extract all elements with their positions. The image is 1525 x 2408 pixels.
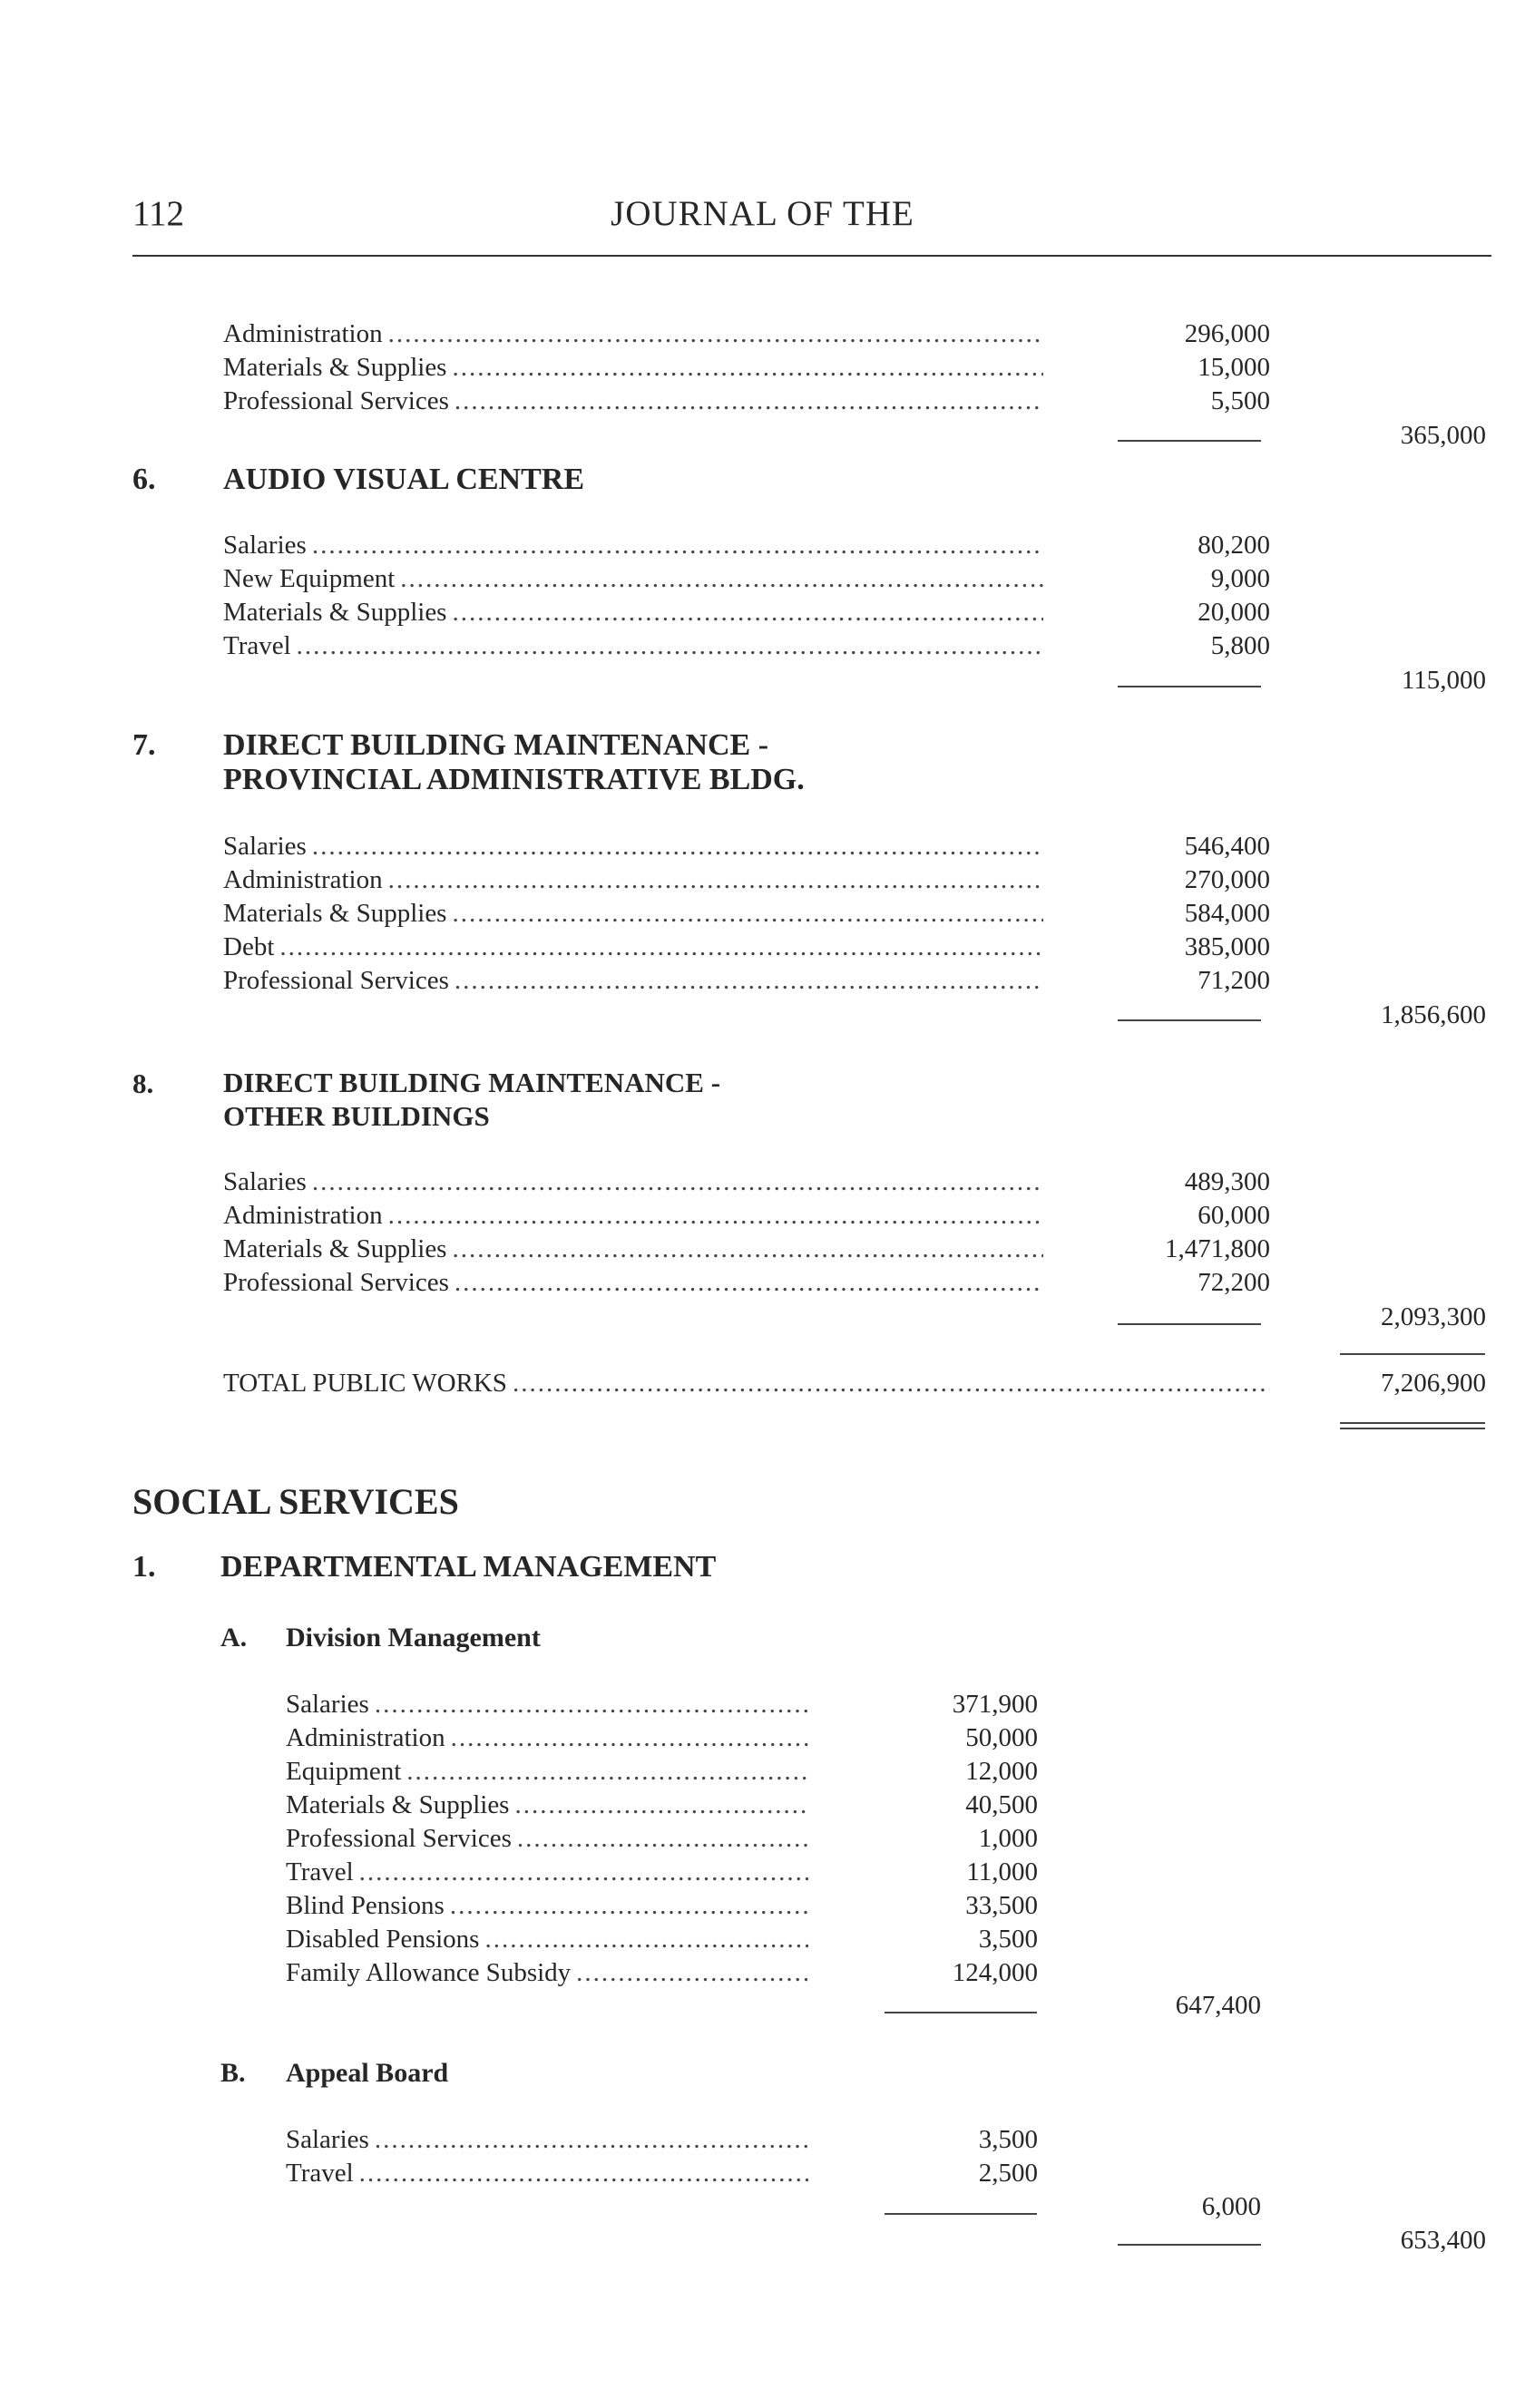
line-amount: 385,000 [1184,932,1270,961]
line-amount: 584,000 [1184,899,1270,928]
line-amount: 124,000 [952,1958,1038,1987]
line-item: Materials & Supplies ..... [223,597,1043,628]
line-amount: 5,800 [1210,631,1270,660]
line-amount: 33,500 [965,1891,1038,1920]
line-amount: 60,000 [1198,1201,1270,1230]
line-item: Professional Services ..... [223,965,1043,996]
subtotal-rule [1118,440,1261,442]
section-title: AUDIO VISUAL CENTRE [223,463,585,496]
line-amount: 40,500 [965,1790,1038,1819]
total-public-works-amount: 7,206,900 [1381,1369,1486,1398]
line-amount: 296,000 [1184,319,1270,348]
social-services-heading: SOCIAL SERVICES [132,1481,459,1522]
subsection-total: 647,400 [1175,1991,1261,2020]
line-item: Administration ..... [286,1722,808,1753]
line-item: Professional Services ..... [286,1823,808,1854]
line-item: New Equipment ..... [223,563,1043,594]
subsection-total: 6,000 [1201,2192,1261,2221]
line-amount: 1,471,800 [1165,1234,1270,1263]
line-amount: 72,200 [1198,1268,1270,1297]
total-rule [1340,1353,1485,1355]
line-amount: 371,900 [952,1690,1038,1719]
line-item: Debt ..... [223,931,1043,962]
header-rule [132,255,1491,257]
section-title-continued: PROVINCIAL ADMINISTRATIVE BLDG. [223,763,805,796]
line-amount: 20,000 [1198,598,1270,627]
line-item: Materials & Supplies ..... [223,1233,1043,1264]
section-title: DEPARTMENTAL MANAGEMENT [220,1550,717,1584]
line-item: Materials & Supplies ..... [286,1789,808,1820]
line-item: Administration ..... [223,318,1043,349]
line-item: Administration ..... [223,1200,1043,1231]
line-item: Salaries ..... [223,1166,1043,1197]
subtotal-rule [1118,1019,1261,1021]
subtotal-rule [1118,1323,1261,1325]
line-item: Travel ..... [223,630,1043,661]
section-total: 1,856,600 [1381,1000,1486,1029]
line-amount: 9,000 [1210,564,1270,593]
line-item: Administration ..... [223,864,1043,895]
line-amount: 80,200 [1198,531,1270,560]
section-number: 1. [132,1550,156,1584]
line-item: Equipment ..... [286,1756,808,1787]
line-amount: 3,500 [978,1925,1038,1954]
line-item: Materials & Supplies ..... [223,898,1043,929]
line-item: Materials & Supplies ..... [223,352,1043,383]
line-amount: 5,500 [1210,386,1270,415]
line-item: Family Allowance Subsidy ..... [286,1957,808,1988]
line-item: Blind Pensions ..... [286,1890,808,1921]
section-total: 653,400 [1400,2226,1486,2255]
line-amount: 489,300 [1184,1167,1270,1196]
subtotal-rule [885,2213,1037,2215]
section-total: 2,093,300 [1381,1302,1486,1331]
subtotal-rule [885,2012,1037,2013]
total-public-works: TOTAL PUBLIC WORKS ..... [223,1368,1266,1399]
subsection-letter: A. [220,1623,248,1652]
section-title: DIRECT BUILDING MAINTENANCE - [223,1067,721,1098]
grand-total-double-rule [1340,1422,1485,1429]
line-amount: 3,500 [978,2125,1038,2154]
line-item: Professional Services ..... [223,1267,1043,1298]
line-amount: 11,000 [966,1857,1038,1886]
block-total: 365,000 [1400,421,1486,450]
line-amount: 15,000 [1198,353,1270,382]
line-item: Disabled Pensions ..... [286,1924,808,1955]
line-amount: 50,000 [965,1723,1038,1752]
section-number: 6. [132,463,156,496]
line-amount: 71,200 [1198,966,1270,995]
line-amount: 270,000 [1184,865,1270,894]
subtotal-rule [1118,686,1261,687]
line-amount: 2,500 [978,2159,1038,2188]
section-title-continued: OTHER BUILDINGS [223,1100,490,1132]
section-number: 7. [132,728,156,762]
line-amount: 12,000 [965,1757,1038,1786]
line-item: Salaries ..... [286,2124,808,2155]
line-amount: 1,000 [978,1824,1038,1853]
subsection-letter: B. [220,2058,246,2088]
section-title: DIRECT BUILDING MAINTENANCE - [223,728,769,762]
page-number: 112 [132,194,185,233]
line-item: Professional Services ..... [223,385,1043,416]
line-item: Salaries ..... [223,831,1043,862]
line-item: Travel ..... [286,2158,808,2189]
subsection-title: Division Management [286,1623,541,1652]
line-item: Travel ..... [286,1857,808,1887]
section-number: 8. [132,1068,154,1099]
subsection-title: Appeal Board [286,2058,449,2088]
section-total-rule [1118,2244,1261,2246]
page-header-title: JOURNAL OF THE [611,194,914,233]
line-item: Salaries ..... [223,530,1043,561]
line-amount: 546,400 [1184,832,1270,861]
line-item: Salaries ..... [286,1689,808,1720]
section-total: 115,000 [1401,666,1486,695]
